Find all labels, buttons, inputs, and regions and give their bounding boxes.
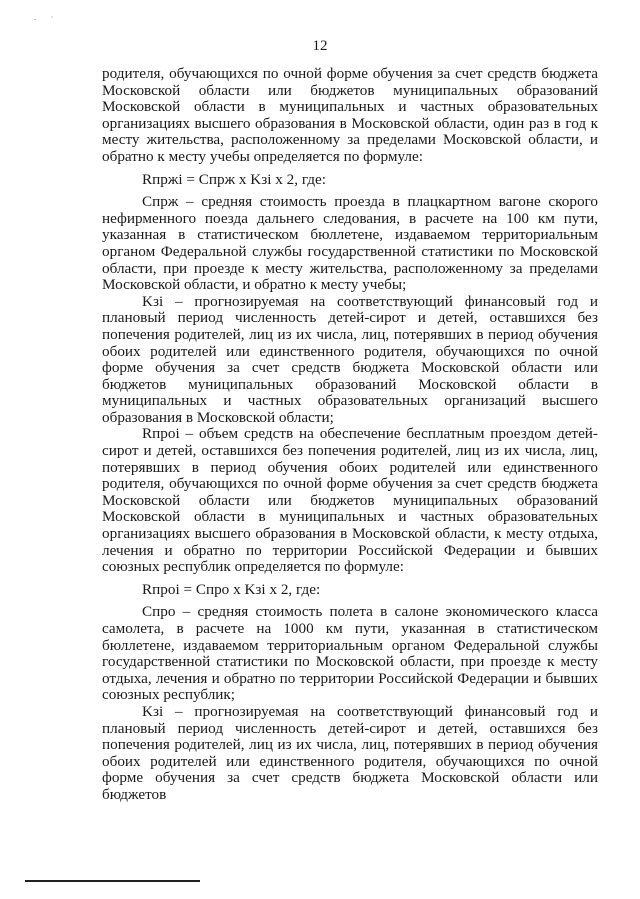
formula-rprzh: Rпржi = Спрж x Kзi x 2, где: bbox=[142, 170, 326, 188]
scan-artifact: . · bbox=[34, 12, 60, 22]
formula-rpro: Rпроi = Спро x Kзi x 2, где: bbox=[142, 580, 321, 598]
footer-divider bbox=[25, 880, 200, 882]
paragraph-kzi-definition-2: Kзi – прогнозируемая на соответствующий финансовый год и плановый период численность детей-сирот и детей, оставшихся без попечения родителей, лиц из их числа, лиц, потерявших в период обучения обоих родителей или единственного родителя, обучающихся по очной форме обучения за счет средств бюджета Московской области или бюджетов bbox=[102, 702, 598, 803]
paragraph-rpro-definition: Rпроi – объем средств на обеспечение бесплатным проездом детей-сирот и детей, оставшихся без попечения родителей, лиц из их числа, лиц, потерявших в период обучения обоих родителей или единственного родителя, обучающихся по очной форме обучения за счет средств бюджета Московской области или бюджетов муниципальных образований Московской области в муниципальных и частных образовательных организациях высшего образования в Московской области, к месту отдыха, лечения и обратно по территории Российской Федерации и бывших союзных республик определяется по формуле: bbox=[102, 425, 598, 576]
document-body bbox=[102, 66, 598, 804]
paragraph-spro-definition: Спро – средняя стоимость полета в салоне экономического класса самолета, в расчете на 1000 км пути, указанная в статистическом бюллетене, издаваемом территориальным органом Федеральной службы государственной статистики по Московской области, при проезде к месту отдыха, лечения и обратно по территории Российской Федерации и бывших союзных республик; bbox=[102, 603, 598, 704]
paragraph-kzi-definition: Kзi – прогнозируемая на соответствующий финансовый год и плановый период численность детей-сирот и детей, оставшихся без попечения родителей, лиц из их числа, лиц, потерявших в период обучения обоих родителей или единственного родителя, обучающихся по очной форме обучения за счет средств бюджета Московской области или бюджетов муниципальных образований Московской области в муниципальных и частных образовательных организаций высшего образования в Московской области; bbox=[102, 292, 598, 426]
paragraph-continuation: родителя, обучающихся по очной форме обучения за счет средств бюджета Московской области или бюджетов муниципальных образований Московской области в муниципальных и частных образовательных организациях высшего образования в Московской области, один раз в год к месту жительства, расположенному за пределами Московской области, и обратно к месту учебы определяется по формуле: bbox=[102, 65, 598, 165]
page-number: 12 bbox=[312, 38, 328, 54]
paragraph-sprzh-definition: Спрж – средняя стоимость проезда в плацкартном вагоне скорого нефирменного поезда дальнего следования, в расчете на 100 км пути, указанная в статистическом бюллетене, издаваемом территориальным органом Федеральной службы государственной статистики по Московской области, при проезде к месту жительства, расположенному за пределами Московской области, и обратно к месту учебы; bbox=[102, 193, 598, 294]
